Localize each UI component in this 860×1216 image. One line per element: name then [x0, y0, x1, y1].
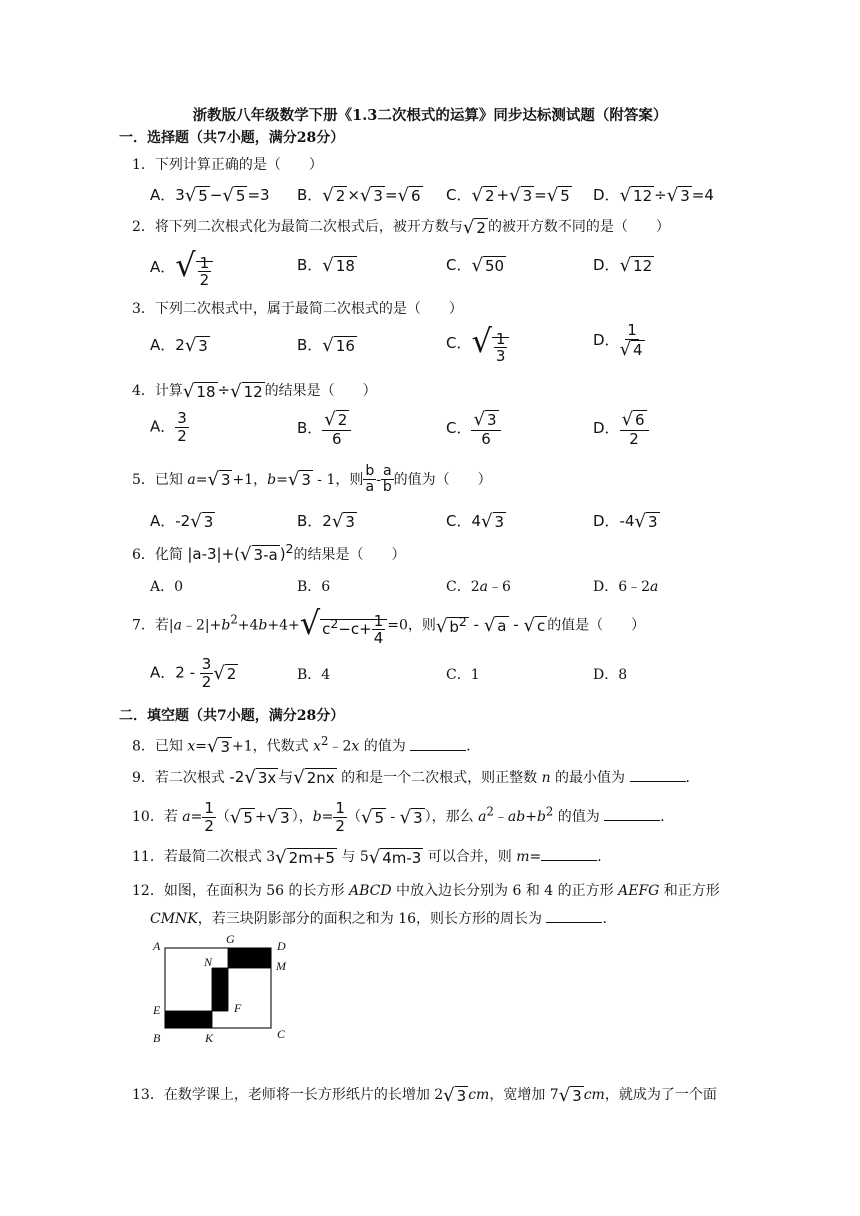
q6-option-d: D．6﹣2a: [593, 579, 659, 595]
question-9-stem: 9．若二次根式 -2√ 3x 与√ 2nx 的和是一个二次根式，则正整数 n 的最小值为 ．: [132, 767, 700, 788]
q1-option-d: D．√ 12 ÷√ 3 =4: [593, 185, 714, 206]
question-12-stem-line1: 12．如图，在面积为 56 的长方形 ABCD 中放入边长分别为 6 和 4 的正方形 AEFG 和正方形: [132, 883, 720, 899]
q6-option-b: B．6: [297, 579, 331, 595]
rectangle-figure: [148, 930, 298, 1048]
question-2-stem: 2．将下列二次根式化为最简二次根式后，被开方数与√ 2 的被开方数不同的是（ ）: [132, 216, 670, 238]
q2-option-a: A．√ $\frac{1}{2}$: [150, 246, 213, 289]
section-heading-choice: 一．选择题（共7小题，满分28分）: [119, 130, 345, 146]
q1-option-a: A．3√ 5 −√ 5 =3: [150, 185, 270, 206]
q7-option-b: B．4: [297, 667, 331, 683]
q5-option-c: C．4√ 3: [446, 511, 505, 532]
label-f: F: [234, 1001, 242, 1015]
q4-option-d: D． $\frac{√ 6}{2}$: [593, 410, 649, 447]
label-b: B: [153, 1031, 161, 1045]
q7-option-a: A．2 - $\frac{3}{2}$ √ 2: [150, 655, 237, 691]
label-g: G: [226, 932, 235, 946]
shaded-region-bottom-left: [165, 1011, 212, 1028]
q2-option-c: C．√ 50: [446, 255, 505, 276]
question-10-stem: 10．若 a= $\frac{1}{2}$ （√ 5 +√ 3 ），b= $\frac{1}{2}$ （√ 5 - √ 3 ），那么 $a^2﹣ab+b^2$ 的值为 ．: [132, 799, 675, 835]
label-a: A: [153, 939, 161, 953]
q3-option-a: A．2√ 3: [150, 335, 208, 356]
q1-option-c: C．√ 2 +√ 3 =√ 5: [446, 185, 570, 206]
question-6-stem: 6．化简 |a-3|+(√ 3-a )$^2$的结果是（ ）: [132, 541, 406, 565]
q6-option-a: A．0: [150, 579, 184, 595]
q2-option-d: D．√ 12: [593, 255, 653, 276]
label-d: D: [277, 939, 286, 953]
section-heading-fill: 二．填空题（共7小题，满分28分）: [119, 708, 345, 724]
question-7-stem: 7．若$|a﹣2|+b^2+4b+4+√$ $c^2-c+$ $\frac{1}{4}$ =0，则√ $b^2$ - √ a - √ c 的值是（ ）: [132, 604, 646, 647]
question-8-stem: 8．已知 x=√ 3 +1，代数式 $x^2﹣2x$ 的值为 ．: [132, 734, 481, 758]
label-n: N: [204, 955, 213, 969]
label-e: E: [153, 1003, 161, 1017]
q3-option-c: C．√ $\frac{1}{3}$: [446, 322, 509, 365]
label-k: K: [205, 1031, 214, 1045]
q5-option-b: B．2√ 3: [297, 511, 355, 532]
q3-option-d: D． $\frac{1}{√ 4}$: [593, 321, 643, 360]
q7-option-c: C．1: [446, 667, 480, 683]
q1-option-b: B．√ 2 ×√ 3 =√ 6: [297, 185, 421, 206]
label-c: C: [277, 1027, 286, 1041]
q4-option-c: C． $\frac{√ 3}{6}$: [446, 410, 501, 447]
q3-option-b: B．√ 16: [297, 335, 355, 356]
shaded-region-top-right: [228, 948, 271, 968]
question-1-stem: 1．下列计算正确的是（ ）: [132, 157, 323, 173]
question-13-stem: 13．在数学课上，老师将一长方形纸片的长增加 2√ 3 cm，宽增加 7√ 3 cm，就成为了一个面: [132, 1084, 717, 1106]
shaded-region-middle: [212, 968, 228, 1011]
question-4-stem: 4．计算√ 18 ÷√ 12 的结果是（ ）: [132, 380, 377, 402]
q2-option-b: B．√ 18: [297, 255, 355, 276]
q5-option-d: D．-4√ 3: [593, 511, 658, 532]
q7-option-d: D．8: [593, 667, 628, 683]
page-title: 浙教版八年级数学下册《1.3二次根式的运算》同步达标测试题（附答案）: [192, 107, 668, 124]
question-3-stem: 3．下列二次根式中，属于最简二次根式的是（ ）: [132, 301, 463, 317]
q5-option-a: A．-2√ 3: [150, 511, 214, 532]
question-12-stem-line2: CMNK，若三块阴影部分的面积之和为 16，则长方形的周长为 ．: [150, 911, 617, 927]
q4-option-a: A． $\frac{3}{2}$: [150, 409, 187, 445]
label-m: M: [276, 959, 286, 973]
question-11-stem: 11．若最简二次根式 3√ 2m+5 与 5√ 4m-3 可以合并，则 m= ．: [132, 846, 612, 868]
q4-option-b: B． $\frac{√ 2}{6}$: [297, 410, 351, 447]
q6-option-c: C．2a﹣6: [446, 579, 511, 595]
question-5-stem: 5．已知 a=√ 3 +1，b=√ 3 - 1，则 $\frac{b}{a}$ - $\frac{a}{b}$ 的值为（ ）: [132, 463, 492, 496]
